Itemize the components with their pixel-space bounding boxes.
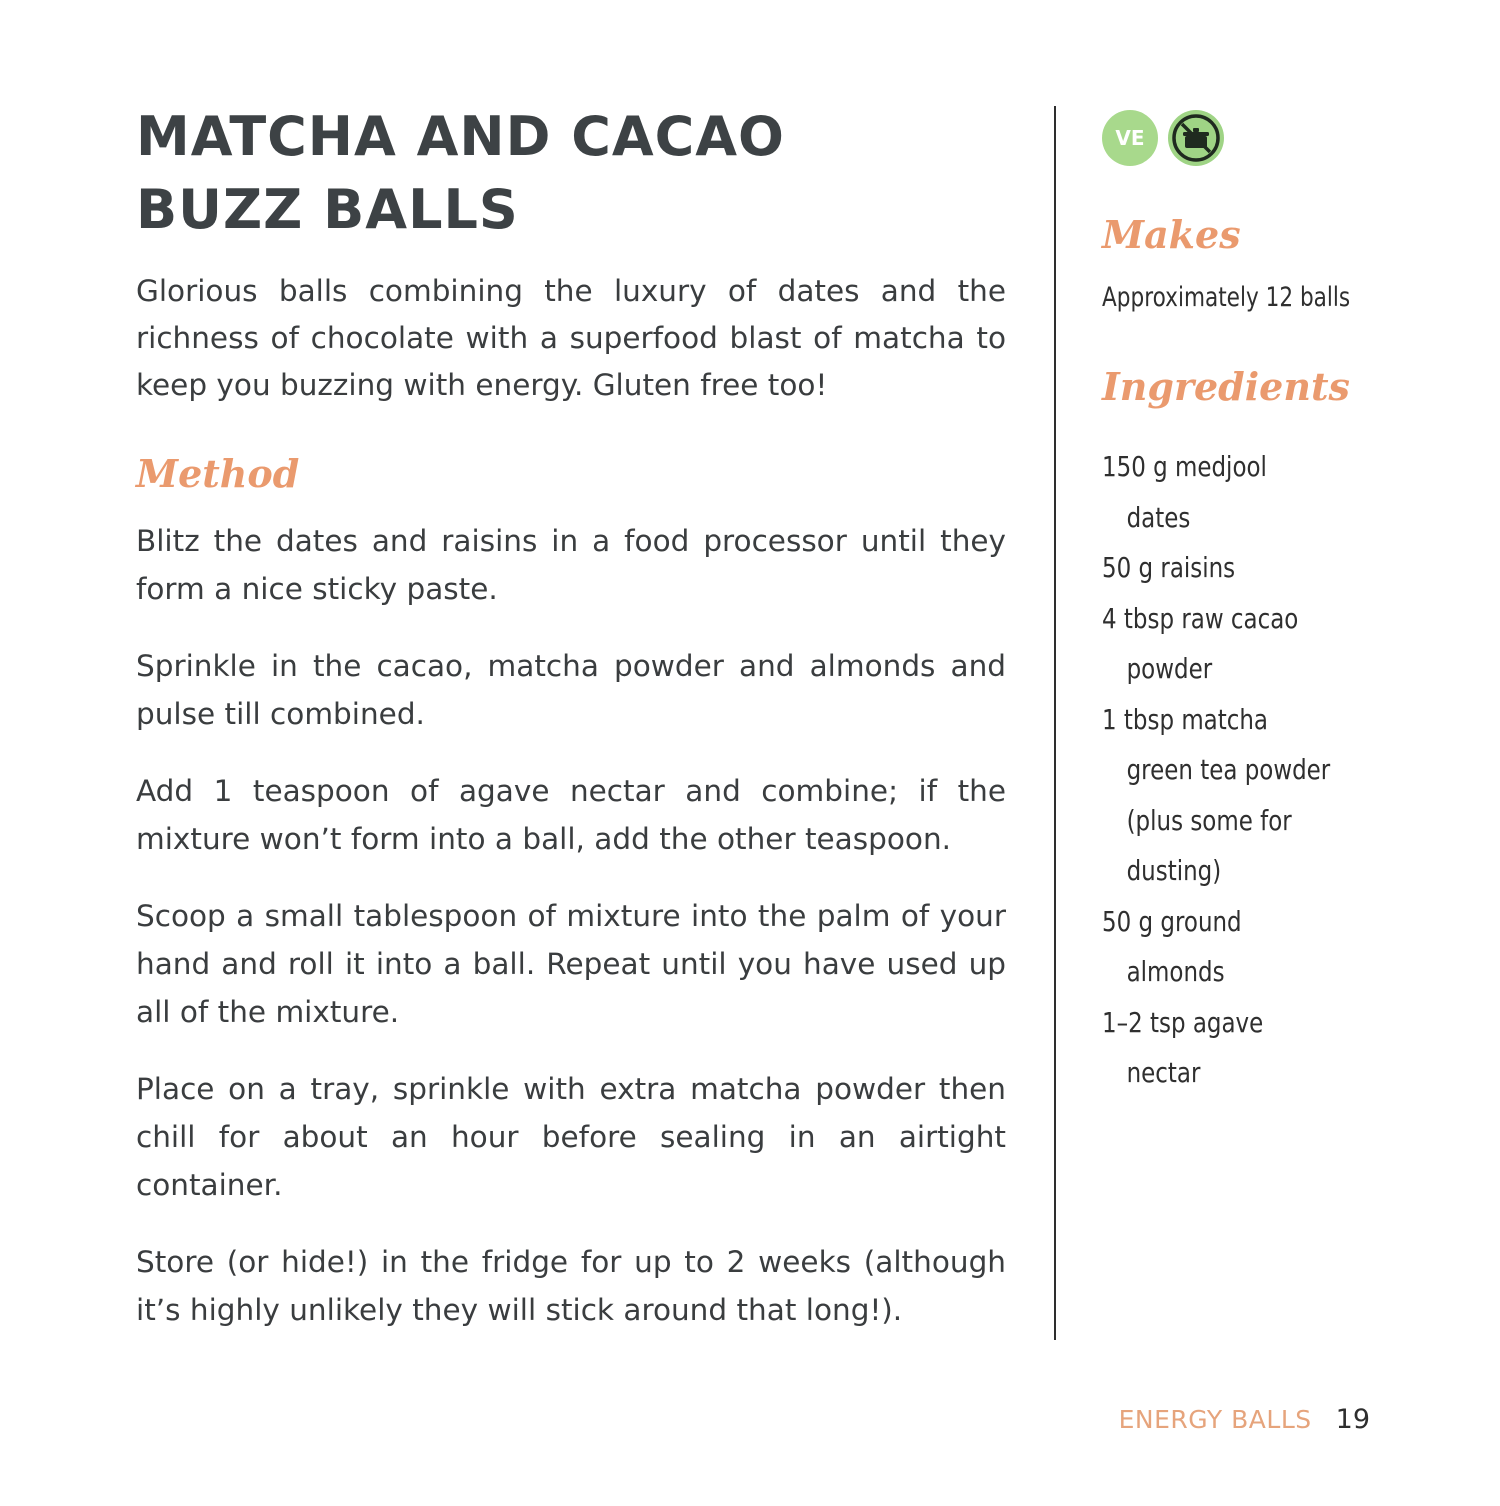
page-number: 19 [1335,1404,1370,1435]
recipe-main-column [136,100,1006,1363]
method-step: Place on a tray, sprinkle with extra matcha powder then chill for about an hour before sealing in an airtight container. [136,1072,1006,1202]
no-cook-pot-icon [1168,110,1224,166]
makes-value: Approximately 12 balls [1102,282,1351,313]
ingredient-item: 4 tbsp raw cacao powder [1102,601,1299,685]
recipe-title-line-2: BUZZ BALLS [136,178,519,241]
recipe-sidebar [1102,110,1392,1099]
footer-section-title: ENERGY BALLS [1118,1405,1312,1434]
method-step: Sprinkle in the cacao, matcha powder and almonds and pulse till combined. [136,649,1006,731]
column-divider [1054,106,1056,1340]
no-cook-pot-icon-svg [1168,110,1224,166]
method-step: Blitz the dates and raisins in a food processor until they form a nice sticky paste. [136,524,1006,606]
method-step: Add 1 teaspoon of agave nectar and combine; if the mixture won’t form into a ball, add the other teaspoon. [136,774,1006,856]
recipe-title-line-1: MATCHA AND CACAO [136,105,785,168]
recipe-title [136,100,1006,246]
vegan-badge-label: VE [1115,126,1145,150]
ingredients-heading: Ingredients [1102,364,1350,409]
method-step: Scoop a small tablespoon of mixture into the palm of your hand and roll it into a ball. Repeat until you have used up all of the mixture. [136,899,1006,1029]
ingredient-item: 1–2 tsp agave nectar [1102,1005,1264,1089]
makes-heading: Makes [1102,212,1241,257]
ingredient-item: 50 g raisins [1102,551,1236,584]
ingredient-item: 150 g medjool dates [1102,450,1267,534]
ingredients-list [1102,442,1392,1099]
ingredient-item: 1 tbsp matcha green tea powder (plus some for dusting) [1102,702,1331,887]
method-step: Store (or hide!) in the fridge for up to 2 weeks (although it’s highly unlikely they will stick around that long!). [136,1245,1006,1327]
vegan-badge-icon [1102,110,1158,166]
page-footer [1119,1404,1370,1435]
ingredient-item: 50 g ground almonds [1102,904,1242,988]
recipe-intro: Glorious balls combining the luxury of dates and the richness of chocolate with a superfood blast of matcha to keep you buzzing with energy. Gluten free too! [136,274,1006,402]
method-steps [136,517,1006,1334]
diet-badges [1102,110,1392,166]
method-heading: Method [136,451,300,496]
